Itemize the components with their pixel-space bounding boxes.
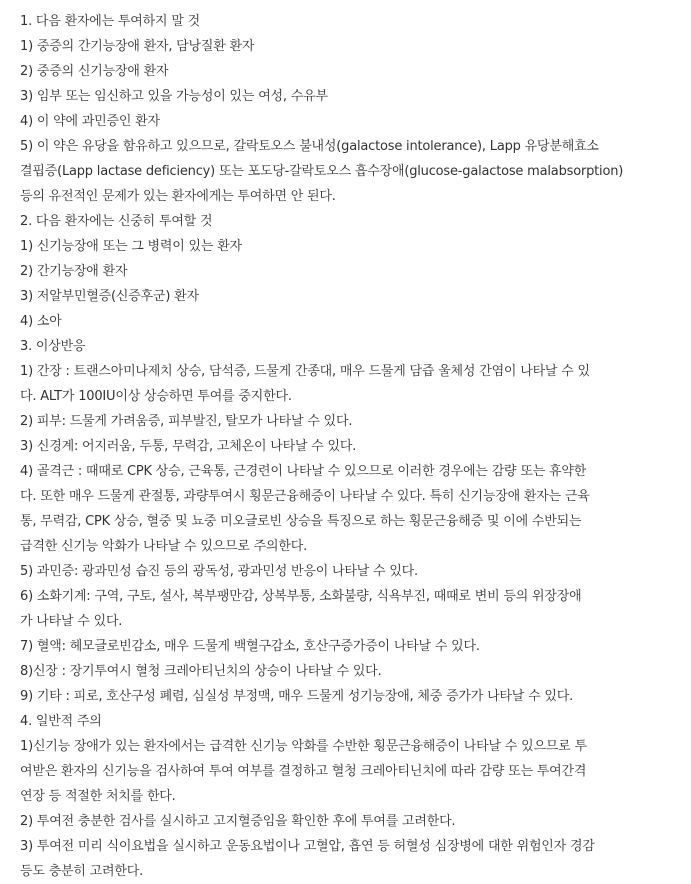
text-line: 1)신기능 장애가 있는 환자에서는 급격한 신기능 악화를 수반한 횡문근융해증이 나타날 수 있으므로 투 (20, 739, 587, 754)
section-heading-general-precautions: 4. 일반적 주의 (20, 714, 102, 729)
text-line: 1) 간장 : 트랜스아미나제치 상승, 담석증, 드물게 간종대, 매우 드물게 담즙 울체성 간염이 나타날 수 있 (20, 364, 590, 379)
text-line: 1) 중증의 간기능장애 환자, 담낭질환 환자 (20, 39, 255, 54)
text-line: 결핍증(Lapp lactase deficiency) 또는 포도당-갈락토오스 흡수장애(glucose-galactose malabsorption) (20, 164, 624, 179)
text-line: 통, 무력감, CPK 상승, 혈중 및 뇨중 미오글로빈 상승을 특징으로 하는 횡문근융해증 및 이에 수반되는 (20, 514, 582, 529)
text-line: 4) 소아 (20, 314, 62, 329)
section-heading-careful-use: 2. 다음 환자에는 신중히 투여할 것 (20, 214, 213, 229)
text-line: 5) 이 약은 유당을 함유하고 있으므로, 갈락토오스 불내성(galactose intolerance), Lapp 유당분해효소 (20, 139, 599, 154)
text-line: 급격한 신기능 악화가 나타날 수 있으므로 주의한다. (20, 539, 308, 554)
text-line: 2) 간기능장애 환자 (20, 264, 128, 279)
text-line: 3) 투여전 미리 식이요법을 실시하고 운동요법이나 고혈압, 흡연 등 허혈성 심장병에 대한 위험인자 경감 (20, 839, 595, 854)
text-line: 9) 기타 : 피로, 호산구성 폐렴, 심실성 부정맥, 매우 드물게 성기능장애, 체중 증가가 나타날 수 있다. (20, 689, 574, 704)
section-heading-adverse-reactions: 3. 이상반응 (20, 339, 86, 354)
text-line: 다. 또한 매우 드물게 관절통, 과량투여시 횡문근융해증이 나타날 수 있다. 특히 신기능장애 환자는 근육 (20, 489, 590, 504)
text-line: 7) 혈액: 헤모글로빈감소, 매우 드물게 백혈구감소, 호산구증가증이 나타날 수 있다. (20, 639, 480, 654)
section-heading-contraindications: 1. 다음 환자에는 투여하지 말 것 (20, 14, 200, 29)
text-line: 2) 투여전 충분한 검사를 실시하고 고지혈증임을 확인한 후에 투여를 고려한다. (20, 814, 456, 829)
text-line: 등의 유전적인 문제가 있는 환자에게는 투여하면 안 된다. (20, 189, 336, 204)
text-line: 5) 과민증: 광과민성 습진 등의 광독성, 광과민성 반응이 나타날 수 있다. (20, 564, 418, 579)
text-line: 가 나타날 수 있다. (20, 614, 123, 629)
text-line: 8)신장 : 장기투여시 혈청 크레아티닌치의 상승이 나타날 수 있다. (20, 664, 382, 679)
drug-precautions-document (20, 9, 686, 884)
text-line: 여받은 환자의 신기능을 검사하여 투여 여부를 결정하고 혈청 크레아티닌치에 따라 감량 또는 투여간격 (20, 764, 587, 779)
text-line: 3) 저알부민혈증(신증후군) 환자 (20, 289, 199, 304)
text-line: 3) 신경계: 어지러움, 두통, 무력감, 고체온이 나타날 수 있다. (20, 439, 357, 454)
text-line: 등도 충분히 고려한다. (20, 864, 144, 879)
text-line: 4) 골격근 : 때때로 CPK 상승, 근육통, 근경련이 나타날 수 있으므로 이러한 경우에는 감량 또는 휴약한 (20, 464, 587, 479)
text-line: 연장 등 적절한 처치를 한다. (20, 789, 176, 804)
text-line: 3) 임부 또는 임신하고 있을 가능성이 있는 여성, 수유부 (20, 89, 328, 104)
text-line: 2) 피부: 드물게 가려움증, 피부발진, 탈모가 나타날 수 있다. (20, 414, 353, 429)
text-line: 다. ALT가 100IU이상 상승하면 투여를 중지한다. (20, 389, 292, 404)
text-line: 1) 신기능장애 또는 그 병력이 있는 환자 (20, 239, 242, 254)
text-line: 4) 이 약에 과민증인 환자 (20, 114, 160, 129)
text-line: 2) 중증의 신기능장애 환자 (20, 64, 169, 79)
text-line: 6) 소화기계: 구역, 구토, 설사, 복부팽만감, 상복부통, 소화불량, 식욕부진, 때때로 변비 등의 위장장애 (20, 589, 582, 604)
